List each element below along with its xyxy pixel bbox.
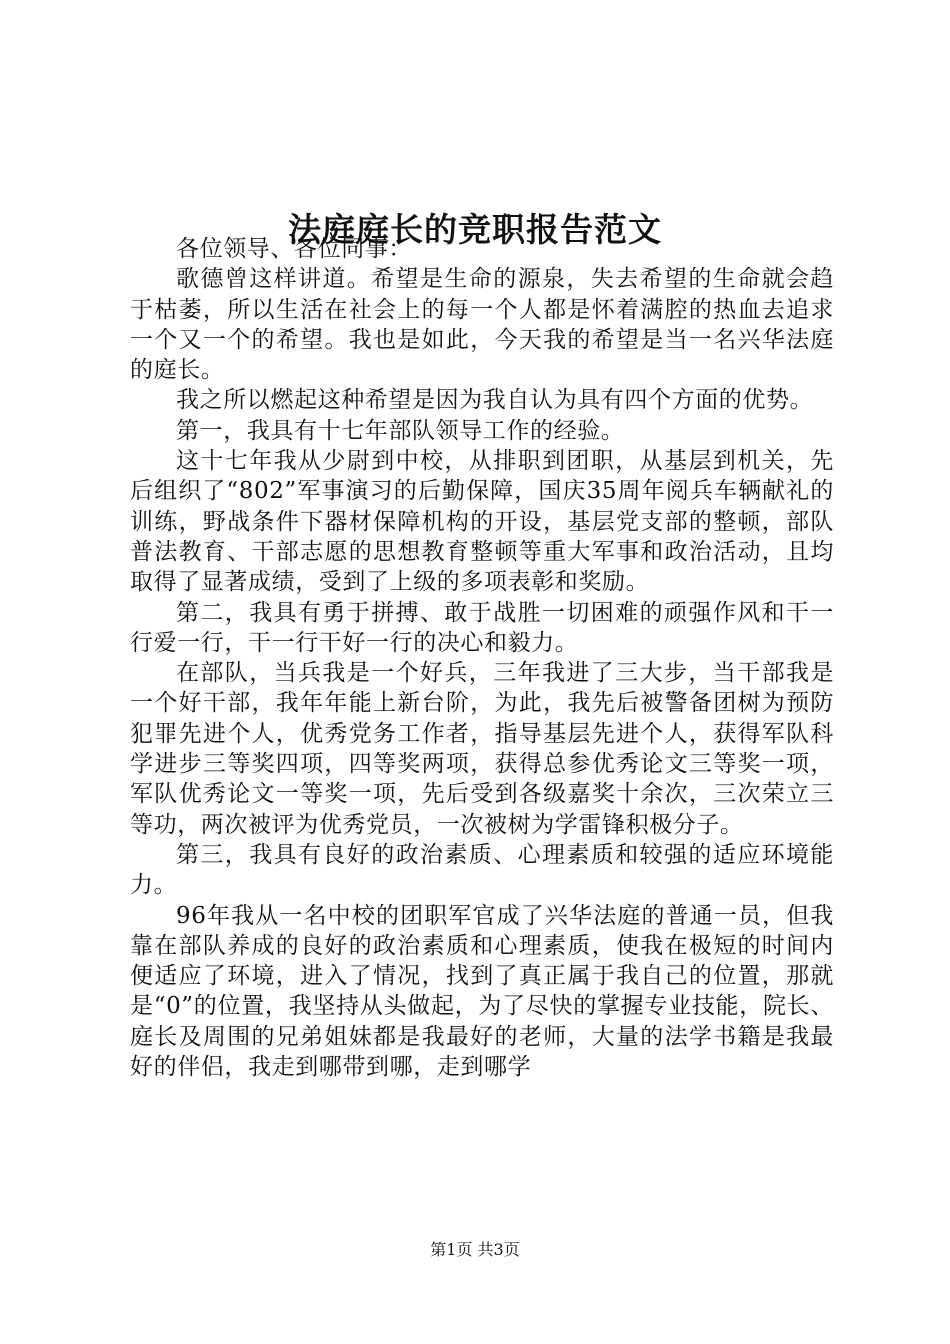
paragraph-first-point: 第一，我具有十七年部队领导工作的经验。 bbox=[176, 417, 625, 444]
document-body bbox=[130, 234, 834, 1082]
paragraph-goethe-quote: 歌德曾这样讲道。希望是生命的源泉，失去希望的生命就会趋于枯萎，所以生活在社会上的每一个人都是怀着满腔的热血去追求一个又一个的希望。我也是如此，今天我的希望是当一名兴华法庭的庭长。 bbox=[130, 266, 834, 384]
paragraph-first-detail: 这十七年我从少尉到中校，从排职到团职，从基层到机关，先后组织了“802”军事演习的后勤保障，国庆35周年阅兵车辆献礼的训练，野战条件下器材保障机构的开设，基层党支部的整顿，部队普法教育、干部志愿的思想教育整顿等重大军事和政治活动，且均取得了显著成绩，受到了上级的多项表彰和奖励。 bbox=[130, 448, 834, 596]
paragraph-third-detail: 96年我从一名中校的团职军官成了兴华法庭的普通一员，但我靠在部队养成的良好的政治素质和心理素质，使我在极短的时间内便适应了环境，进入了情况，找到了真正属于我自己的位置，那就是“0”的位置，我坚持从头做起，为了尽快的掌握专业技能，院长、庭长及周围的兄弟姐妹都是我最好的老师，大量的法学书籍是我最好的伴侣，我走到哪带到哪，走到哪学 bbox=[130, 902, 834, 1081]
paragraph-second-point: 第二，我具有勇于拼搏、敢于战胜一切困难的顽强作风和干一行爱一行，干一行干好一行的决心和毅力。 bbox=[130, 599, 834, 656]
paragraph-greeting: 各位领导、各位同事： bbox=[176, 236, 412, 262]
paragraph-third-point: 第三，我具有良好的政治素质、心理素质和较强的适应环境能力。 bbox=[130, 841, 834, 899]
page-number: 第1页 共3页 bbox=[430, 1240, 520, 1259]
document-title: 法庭庭长的竞职报告范文 bbox=[288, 210, 662, 250]
paragraph-four-advantages: 我之所以燃起这种希望是因为我自认为具有四个方面的优势。 bbox=[176, 387, 814, 414]
paragraph-second-detail: 在部队，当兵我是一个好兵，三年我进了三大步，当干部我是一个好干部，我年年能上新台阶，为此，我先后被警备团树为预防犯罪先进个人，优秀党务工作者，指导基层先进个人，获得军队科学进步三等奖四项，四等奖两项，获得总参优秀论文三等奖一项，军队优秀论文一等奖一项，先后受到各级嘉奖十余次，三次荣立三等功，两次被评为优秀党员，一次被树为学雷锋积极分子。 bbox=[130, 660, 834, 838]
